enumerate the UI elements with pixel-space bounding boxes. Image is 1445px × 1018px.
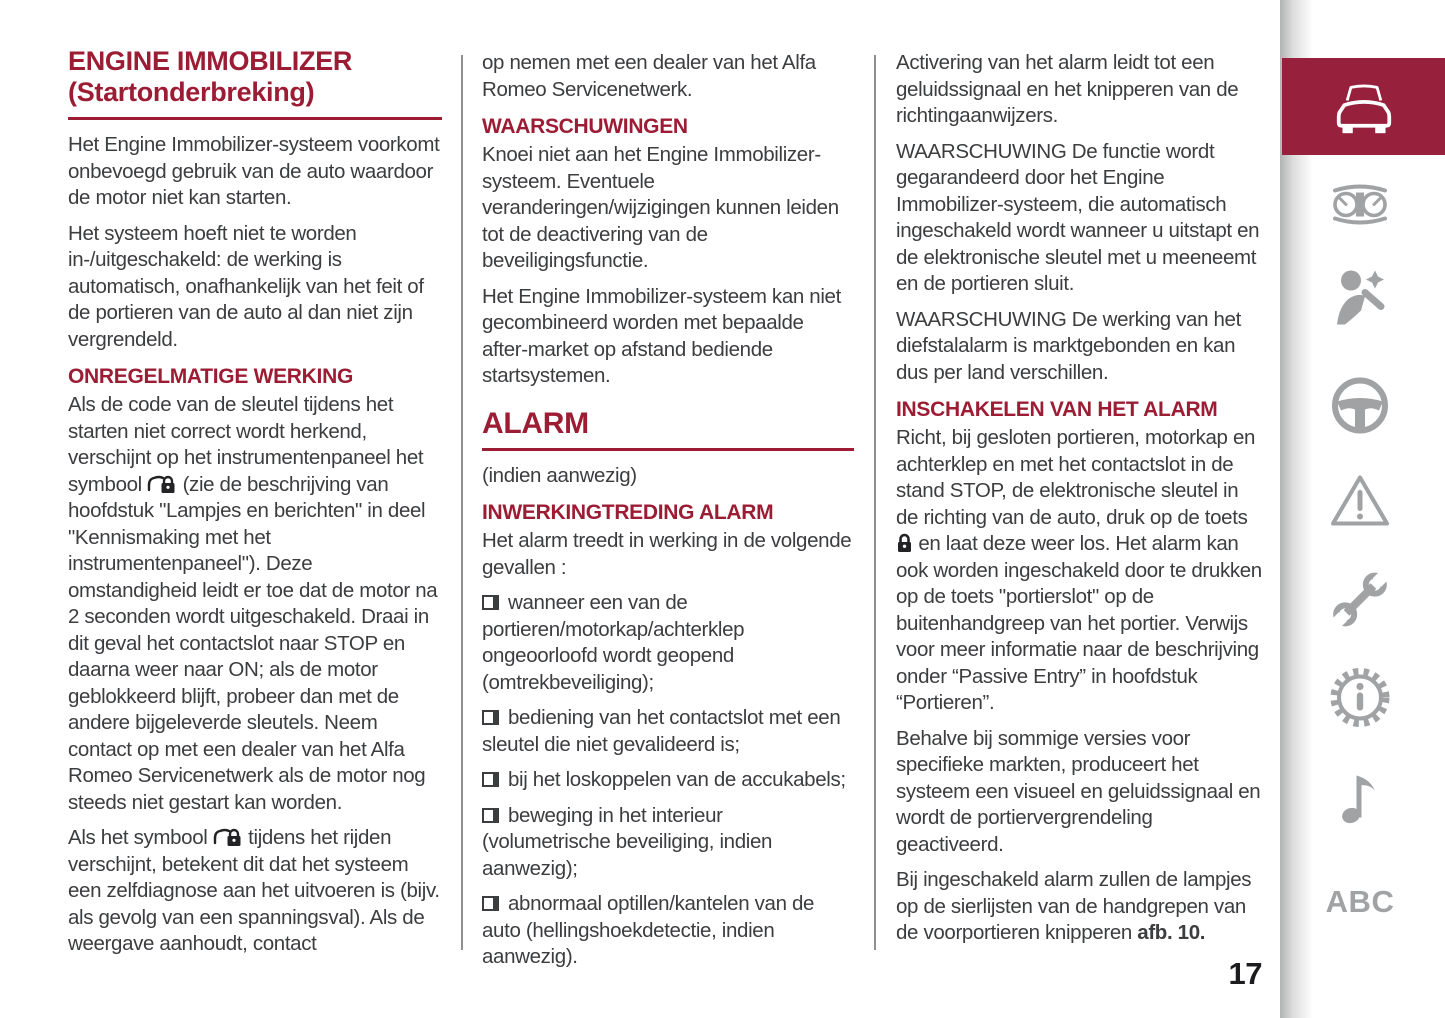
paragraph: Het Engine Immobilizer-systeem kan niet gecombineerd worden met bepaalde after-market op afstand bediende startsystemen. [482,284,841,387]
column-1 [68,46,442,967]
paragraph: (indien aanwezig) [482,463,637,487]
alarm-section-title: ALARM [482,408,854,451]
paragraph: Als de code van de sleutel tijdens het starten niet correct wordt herkend, verschijnt op het instrumentenpaneel het symbool (zie de beschrijving van hoofdstuk "Lampjes en berichten" in deel "Kennismaking met het instrumentenpaneel"). Deze omstandigheid leidt er toe dat de motor na 2 seconden wordt uitgeschakeld. Draai in dit geval het contactslot naar STOP en daarna weer naar ON; als de motor geblokkeerd blijft, probeer dan met de andere bijgeleverde sleutels. Neem contact op met een dealer van het Alfa Romeo Servicenetwerk als de motor nog steeds niet gestart kan worden. [68,393,438,814]
enable-alarm-title: INSCHAKELEN VAN HET ALARM [896,398,1218,421]
chapter-sidebar [1280,0,1445,1018]
sidebar-tab-dashboard[interactable] [1327,182,1393,233]
steering-wheel-icon [1331,377,1389,435]
paragraph: Als het symbool tijdens het rijden verschijnt, betekent dit dat het systeem een zelfdiagnose aan het uitvoeren is (bijv. als gevolg van een spanningsval). Als de weergave aanhoudt, contact [68,826,440,955]
list-item: wanneer een van de portieren/motorkap/achterklep ongeoorloofd wordt geopend (omtrekbeveiliging); [482,591,745,694]
sidebar-tab-abc-index[interactable]: ABC [1325,884,1395,919]
subsection-title: ONREGELMATIGE WERKING [68,365,353,388]
paragraph: Het Engine Immobilizer-systeem voorkomt onbevoegd gebruik van de auto waardoor de motor niet kan starten. [68,133,440,209]
dashboard-gauges-icon [1327,182,1393,228]
car-lock-symbol-icon [213,827,243,847]
list-item: bediening van het contactslot met een sleutel die niet gevalideerd is; [482,706,841,756]
column-2 [482,46,854,980]
sidebar-tab-driving[interactable] [1331,377,1389,440]
square-bullet-icon [482,772,499,787]
sidebar-tab-vehicle-active[interactable] [1282,58,1445,155]
column-divider [461,55,463,950]
trigger-title: INWERKINGTREDING ALARM [482,501,774,524]
car-lock-symbol-icon [147,474,177,494]
warnings-title: WAARSCHUWINGEN [482,115,688,138]
gear-info-icon [1329,667,1391,729]
paragraph: Het systeem hoeft niet te worden in-/uitgeschakeld: de werking is automatisch, onafhankelijk van het feit of de portieren van de auto al dan niet zijn vergrendeld. [68,221,424,351]
paragraph: Behalve bij sommige versies voor specifieke markten, produceert het systeem een visueel en geluidssignaal en wordt de portiervergrendeling geactiveerd. [896,726,1261,856]
paragraph: op nemen met een dealer van het Alfa Romeo Servicenetwerk. [482,51,816,101]
square-bullet-icon [482,896,499,911]
sidebar-tab-technical-info[interactable] [1329,667,1391,734]
paragraph: Het alarm treedt in werking in de volgende gevallen : [482,529,852,579]
lock-button-icon [896,533,913,553]
square-bullet-icon [482,595,499,610]
sidebar-tab-multimedia[interactable] [1337,770,1383,831]
paragraph: WAARSCHUWING De werking van het diefstalalarm is marktgebonden en kan dus per land verschillen. [896,307,1241,384]
paragraph: Bij ingeschakeld alarm zullen de lampjes op de sierlijsten van de handgrepen van de voorportieren knipperen afb. 10. [896,868,1252,944]
page-number: 17 [1228,956,1262,991]
wrench-maintenance-icon [1329,569,1391,631]
paragraph: Richt, bij gesloten portieren, motorkap en achterklep en met het contactslot in de stand STOP, de elektronische sleutel in de richting van de auto, druk op de toets en laat deze weer los. Het alarm kan ook worden ingeschakeld door te drukken op de toets "portierslot" op de buitenhandgreep van het portier. Verwijs voor meer informatie naar de beschrijving onder “Passive Entry” in hoofdstuk “Portieren”. [896,426,1262,714]
page-title: ENGINE IMMOBILIZER (Startonderbreking) [68,46,442,120]
column-3 [896,46,1264,956]
paragraph: Knoei niet aan het Engine Immobilizer-systeem. Eventuele veranderingen/wijzigingen kunnen leiden tot de deactivering van de beveiligingsfunctie. [482,143,839,272]
figure-reference: afb. 10. [1137,921,1206,944]
music-note-icon [1337,770,1383,826]
paragraph: WAARSCHUWING De functie wordt gegarandeerd door het Engine Immobilizer-systeem, die automatisch ingeschakeld wordt wanneer u uitstapt en de elektronische sleutel met u meeneemt en de portieren sluit. [896,139,1260,295]
car-front-icon [1333,78,1395,136]
list-item: bij het loskoppelen van de accukabels; [482,767,854,794]
list-item: beweging in het interieur (volumetrische beveiliging, indien aanwezig); [482,803,773,880]
airbag-safety-icon [1331,267,1389,329]
column-divider [874,55,876,950]
square-bullet-icon [482,808,499,823]
warning-triangle-icon [1329,473,1391,529]
list-item: abnormaal optillen/kantelen van de auto (hellingshoekdetectie, indien aanwezig). [482,892,815,968]
square-bullet-icon [482,710,499,725]
paragraph: Activering van het alarm leidt tot een geluidssignaal en het knipperen van de richtingaanwijzers. [896,51,1239,127]
sidebar-tab-maintenance[interactable] [1329,569,1391,636]
sidebar-tab-safety[interactable] [1331,267,1389,334]
sidebar-tab-warnings[interactable] [1329,473,1391,534]
